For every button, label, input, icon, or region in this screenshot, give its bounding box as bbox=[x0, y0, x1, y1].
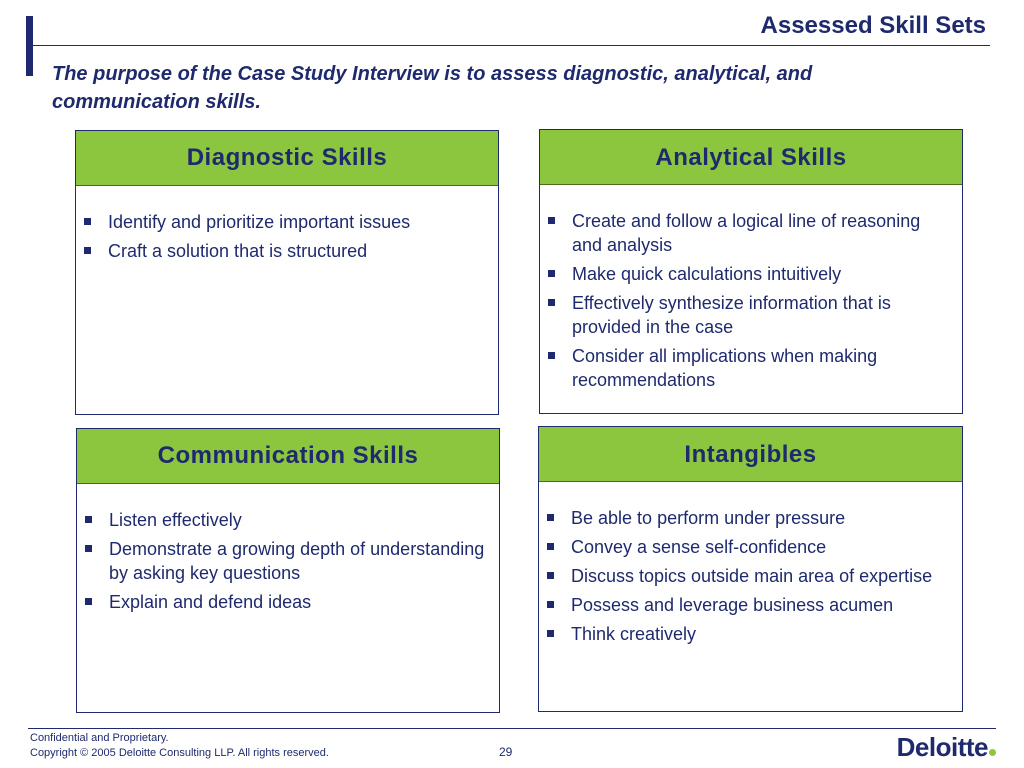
list-item: Consider all implications when making recommendations bbox=[572, 344, 952, 392]
list-item: Think creatively bbox=[571, 622, 952, 646]
accent-bar bbox=[26, 16, 33, 76]
analytical-skills-heading: Analytical Skills bbox=[540, 130, 962, 185]
title-divider bbox=[33, 45, 990, 46]
analytical-skills-list bbox=[540, 185, 962, 392]
footer-copyright: Copyright © 2005 Deloitte Consulting LLP. All rights reserved. bbox=[30, 747, 329, 759]
list-item: Explain and defend ideas bbox=[109, 590, 489, 614]
list-item: Convey a sense self-confidence bbox=[571, 535, 952, 559]
communication-skills-panel bbox=[76, 428, 500, 713]
page-number: 29 bbox=[499, 745, 513, 759]
page-title: Assessed Skill Sets bbox=[760, 12, 986, 39]
footer-confidential: Confidential and Proprietary. bbox=[30, 732, 169, 744]
footer-divider bbox=[28, 728, 996, 729]
footer-legal bbox=[30, 731, 329, 761]
deloitte-logo bbox=[897, 732, 996, 763]
communication-skills-heading: Communication Skills bbox=[77, 429, 499, 484]
intangibles-heading: Intangibles bbox=[539, 427, 962, 482]
list-item: Make quick calculations intuitively bbox=[572, 262, 952, 286]
list-item: Demonstrate a growing depth of understanding by asking key questions bbox=[109, 537, 489, 585]
list-item: Effectively synthesize information that is provided in the case bbox=[572, 291, 952, 339]
list-item: Possess and leverage business acumen bbox=[571, 593, 952, 617]
list-item: Craft a solution that is structured bbox=[108, 239, 488, 263]
intangibles-list bbox=[539, 482, 962, 646]
diagnostic-skills-heading: Diagnostic Skills bbox=[76, 131, 498, 186]
logo-text: Deloitte bbox=[896, 732, 988, 762]
intangibles-panel bbox=[538, 426, 963, 712]
list-item: Identify and prioritize important issues bbox=[108, 210, 488, 234]
logo-dot-icon bbox=[989, 749, 996, 756]
list-item: Listen effectively bbox=[109, 508, 489, 532]
diagnostic-skills-list bbox=[76, 186, 498, 263]
list-item: Discuss topics outside main area of expertise bbox=[571, 564, 952, 588]
diagnostic-skills-panel bbox=[75, 130, 499, 415]
list-item: Create and follow a logical line of reasoning and analysis bbox=[572, 209, 952, 257]
page-subtitle: The purpose of the Case Study Interview is to assess diagnostic, analytical, and communication skills. bbox=[52, 63, 813, 113]
communication-skills-list bbox=[77, 484, 499, 614]
analytical-skills-panel bbox=[539, 129, 963, 414]
list-item: Be able to perform under pressure bbox=[571, 506, 952, 530]
